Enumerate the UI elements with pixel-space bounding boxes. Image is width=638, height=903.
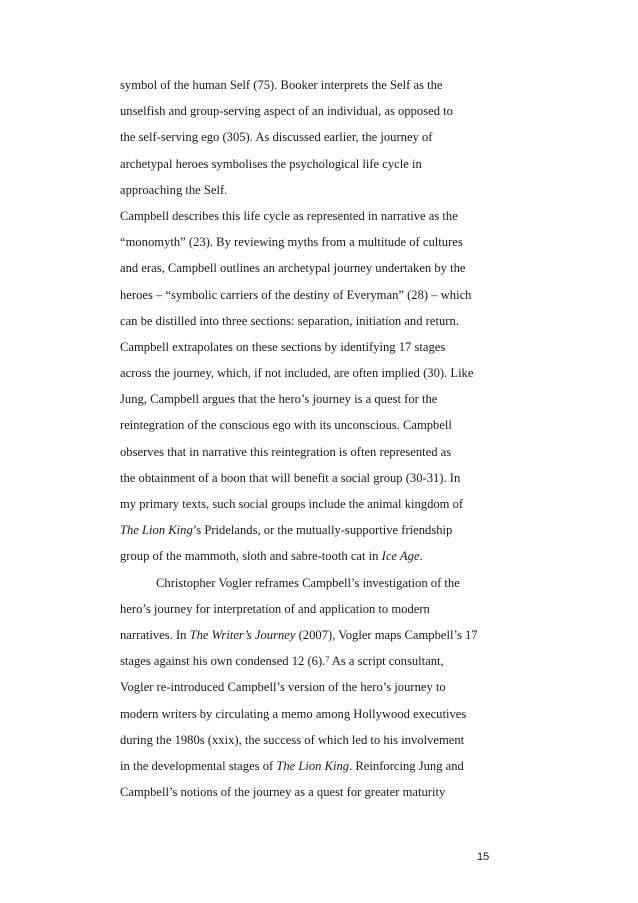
body-text xyxy=(120,72,520,805)
text-line xyxy=(120,753,520,779)
text-line: the obtainment of a boon that will benefit a social group (30-31). In xyxy=(120,470,461,485)
text-line: during the 1980s (xxix), the success of which led to his involvement xyxy=(120,732,465,747)
book-title: The Writer’s Journey xyxy=(189,627,296,642)
text-fragment: group of the mammoth, sloth and sabre-tooth cat in xyxy=(120,549,382,564)
text-line: unselfish and group-serving aspect of an individual, as opposed to xyxy=(120,104,453,119)
text-fragment: . xyxy=(419,549,423,564)
text-fragment: . Reinforcing Jung and xyxy=(349,758,464,773)
text-line: Campbell extrapolates on these sections by identifying 17 stages xyxy=(120,339,446,354)
paragraph-first-line: Christopher Vogler reframes Campbell’s investigation of the xyxy=(156,575,460,590)
film-title: Ice Age xyxy=(381,549,420,564)
page-number: 15 xyxy=(477,851,490,863)
text-fragment: stages against his own condensed 12 (6). xyxy=(120,654,326,669)
text-fragment: (2007), Vogler maps Campbell’s 17 xyxy=(295,627,478,642)
text-line: my primary texts, such social groups include the animal kingdom of xyxy=(120,497,464,511)
text-line xyxy=(120,648,520,674)
text-line: “monomyth” (23). By reviewing myths from a multitude of cultures xyxy=(120,235,463,250)
text-line: hero’s journey for interpretation of and application to modern xyxy=(120,601,430,616)
text-line: the self-serving ego (305). As discussed earlier, the journey of xyxy=(120,130,433,145)
text-line xyxy=(120,622,520,648)
text-line: observes that in narrative this reintegration is often represented as xyxy=(120,444,452,459)
text-line xyxy=(120,517,520,543)
text-line: reintegration of the conscious ego with its unconscious. Campbell xyxy=(120,418,452,433)
text-line: Vogler re-introduced Campbell’s version of the hero’s journey to xyxy=(120,680,446,695)
text-fragment: narratives. In xyxy=(120,627,190,642)
text-line: symbol of the human Self (75). Booker interprets the Self as the xyxy=(120,78,443,92)
text-line: Campbell’s notions of the journey as a quest for greater maturity xyxy=(120,785,446,800)
text-line: across the journey, which, if not included, are often implied (30). Like xyxy=(120,366,474,381)
film-title: The Lion King xyxy=(276,758,350,773)
text-line xyxy=(120,543,520,569)
text-line: heroes – “symbolic carriers of the destiny of Everyman” (28) – which xyxy=(120,287,472,302)
text-line: Jung, Campbell argues that the hero’s journey is a quest for the xyxy=(120,392,438,407)
text-fragment: As a script consultant, xyxy=(329,654,444,669)
text-line: can be distilled into three sections: separation, initiation and return. xyxy=(120,313,459,328)
text-line: approaching the Self. xyxy=(120,182,228,197)
text-fragment: ’s Pridelands, or the mutually-supportive friendship xyxy=(192,523,453,538)
text-line: and eras, Campbell outlines an archetypal journey undertaken by the xyxy=(120,261,466,276)
text-line: modern writers by circulating a memo among Hollywood executives xyxy=(120,706,467,721)
text-line: Campbell describes this life cycle as represented in narrative as the xyxy=(120,208,458,223)
film-title: The Lion King xyxy=(120,523,193,538)
text-line: archetypal heroes symbolises the psychological life cycle in xyxy=(120,156,422,171)
text-fragment: in the developmental stages of xyxy=(120,758,277,773)
footnote-marker: 7 xyxy=(325,655,330,665)
